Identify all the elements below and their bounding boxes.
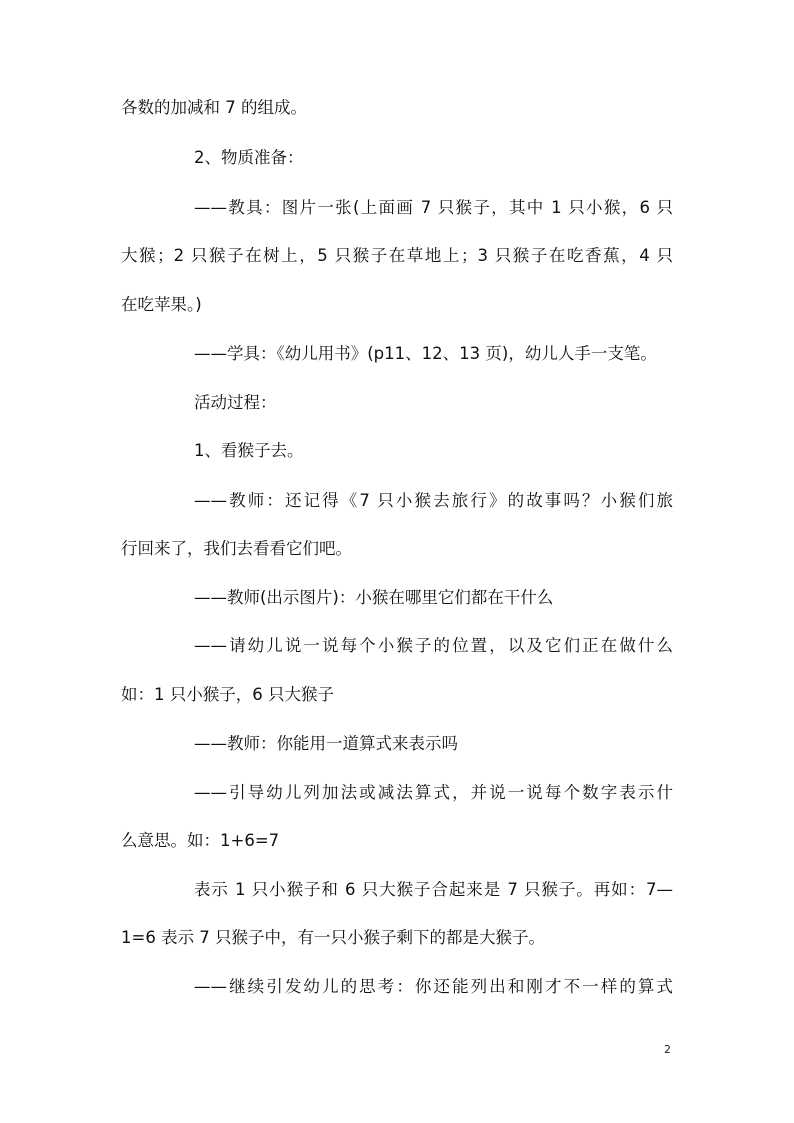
section-heading: 2、物质准备：: [194, 148, 304, 167]
text-line: 表示 1 只小猴子和 6 只大猴子合起来是 7 只猴子。再如：7—: [194, 880, 673, 899]
text-line: 行回来了，我们去看看它们吧。: [121, 539, 352, 558]
text-line: 如：1 只小猴子，6 只大猴子: [121, 685, 334, 704]
text-line: ——学具：《幼儿用书》(p11、12、13 页)，幼儿人手一支笔。: [194, 344, 657, 363]
text-line: ——教师(出示图片)：小猴在哪里它们都在干什么: [194, 588, 554, 607]
text-line: ——教师：你能用一道算式来表示吗: [194, 734, 458, 753]
text-line: ——教师：还记得《7 只小猴去旅行》的故事吗？小猴们旅: [194, 491, 673, 510]
text-line: ——引导幼儿列加法或减法算式，并说一说每个数字表示什: [194, 783, 673, 802]
page-number: 2: [664, 1043, 671, 1056]
section-heading: 1、看猴子去。: [194, 441, 304, 460]
text-line: 在吃苹果。): [121, 295, 202, 314]
text-line: ——教具：图片一张(上面画 7 只猴子，其中 1 只小猴，6 只: [194, 198, 673, 217]
text-line: 各数的加减和 7 的组成。: [121, 98, 307, 117]
text-line: ——继续引发幼儿的思考：你还能列出和刚才不一样的算式: [194, 977, 673, 996]
text-line: 1=6 表示 7 只猴子中，有一只小猴子剩下的都是大猴子。: [121, 928, 546, 947]
section-heading: 活动过程：: [194, 393, 277, 412]
text-line: ——请幼儿说一说每个小猴子的位置，以及它们正在做什么: [194, 636, 673, 655]
text-line: 么意思。如：1+6=7: [121, 831, 280, 850]
text-line: 大猴；2 只猴子在树上，5 只猴子在草地上；3 只猴子在吃香蕉，4 只: [121, 246, 673, 265]
